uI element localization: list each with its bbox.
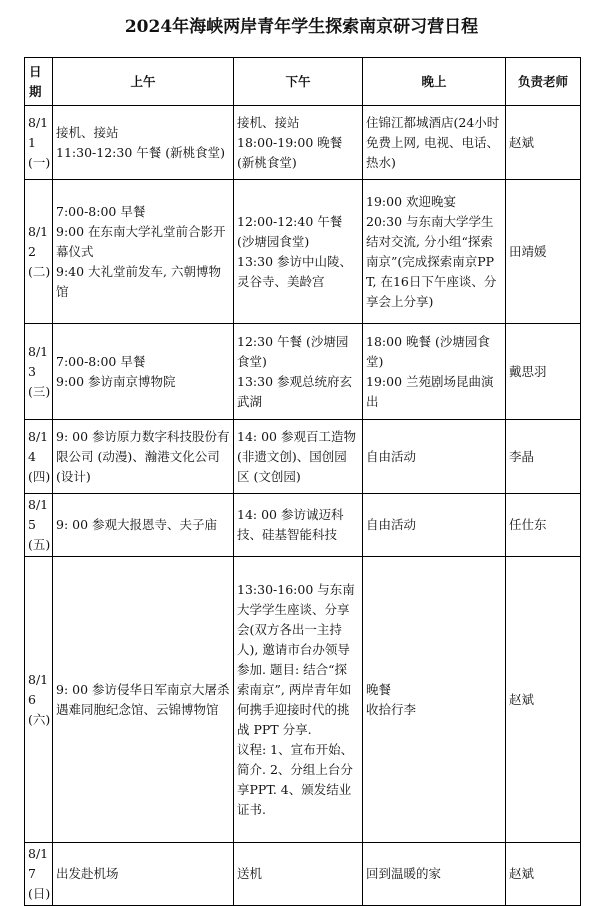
- table-row: [25, 843, 581, 906]
- date-cell: 8/14 (四): [25, 420, 53, 494]
- morning-cell: 出发赴机场: [53, 843, 234, 906]
- morning-cell: 7:00-8:00 早餐 9:00 参访南京博物院: [53, 324, 234, 420]
- teacher-cell: 赵斌: [506, 843, 581, 906]
- evening-cell: 回到温暖的家: [363, 843, 506, 906]
- teacher-cell: 戴思羽: [506, 324, 581, 420]
- table-row: [25, 106, 581, 180]
- morning-cell: 7:00-8:00 早餐 9:00 在东南大学礼堂前合影开幕仪式 9:40 大礼堂前发车, 六朝博物馆: [53, 180, 234, 324]
- evening-cell: 19:00 欢迎晚宴 20:30 与东南大学学生结对交流, 分小组“探索南京”(完成探索南京PPT, 在16日下午座谈、分享会上分享): [363, 180, 506, 324]
- teacher-cell: 赵斌: [506, 557, 581, 843]
- date-cell: 8/16 (六): [25, 557, 53, 843]
- morning-cell: 9: 00 参观大报恩寺、夫子庙: [53, 494, 234, 557]
- table-row: [25, 420, 581, 494]
- evening-cell: 晚餐 收拾行李: [363, 557, 506, 843]
- page-title: 2024年海峡两岸青年学生探索南京研习营日程: [124, 17, 479, 37]
- afternoon-cell: 14: 00 参访诚迈科技、硅基智能科技: [234, 494, 363, 557]
- table-row: [25, 494, 581, 557]
- header-row: [25, 58, 581, 106]
- header-evening: 晚上: [363, 58, 506, 106]
- date-cell: 8/12 (二): [25, 180, 53, 324]
- table-row: [25, 324, 581, 420]
- date-cell: 8/15 (五): [25, 494, 53, 557]
- teacher-cell: 赵斌: [506, 106, 581, 180]
- morning-cell: 9: 00 参访侵华日军南京大屠杀遇难同胞纪念馆、云锦博物馆: [53, 557, 234, 843]
- afternoon-cell: 12:00-12:40 午餐(沙塘园食堂) 13:30 参访中山陵、灵谷寺、美龄宫: [234, 180, 363, 324]
- header-morning: 上午: [53, 58, 234, 106]
- evening-cell: 自由活动: [363, 420, 506, 494]
- teacher-cell: 田靖媛: [506, 180, 581, 324]
- table-row: [25, 557, 581, 843]
- afternoon-cell: 14: 00 参观百工造物 (非遗文创)、国创园区 (文创园): [234, 420, 363, 494]
- evening-cell: 自由活动: [363, 494, 506, 557]
- afternoon-cell: 13:30-16:00 与东南大学学生座谈、分享会(双方各出一主持人), 邀请市台办领导参加. 题目: 结合“探索南京”, 两岸青年如何携手迎接时代的挑战 PPT 分享. 议程: 1、宣布开始、简介. 2、分组上台分享PPT. 4、颁发结业证书.: [234, 557, 363, 843]
- date-cell: 8/17 (日): [25, 843, 53, 906]
- teacher-cell: 任仕东: [506, 494, 581, 557]
- date-cell: 8/13 (三): [25, 324, 53, 420]
- evening-cell: 住锦江都城酒店(24小时免费上网, 电视、电话、热水): [363, 106, 506, 180]
- header-date: 日期: [25, 58, 53, 106]
- table-row: [25, 180, 581, 324]
- schedule-table: [24, 57, 581, 906]
- afternoon-cell: 接机、接站 18:00-19:00 晚餐(新桃食堂): [234, 106, 363, 180]
- afternoon-cell: 送机: [234, 843, 363, 906]
- teacher-cell: 李晶: [506, 420, 581, 494]
- header-teacher: 负责老师: [506, 58, 581, 106]
- date-cell: 8/11 (一): [25, 106, 53, 180]
- morning-cell: 接机、接站 11:30-12:30 午餐 (新桃食堂): [53, 106, 234, 180]
- evening-cell: 18:00 晚餐 (沙塘园食堂) 19:00 兰苑剧场昆曲演出: [363, 324, 506, 420]
- afternoon-cell: 12:30 午餐 (沙塘园食堂) 13:30 参观总统府玄武湖: [234, 324, 363, 420]
- morning-cell: 9: 00 参访原力数字科技股份有限公司 (动漫)、瀚港文化公司 (设计): [53, 420, 234, 494]
- header-afternoon: 下午: [234, 58, 363, 106]
